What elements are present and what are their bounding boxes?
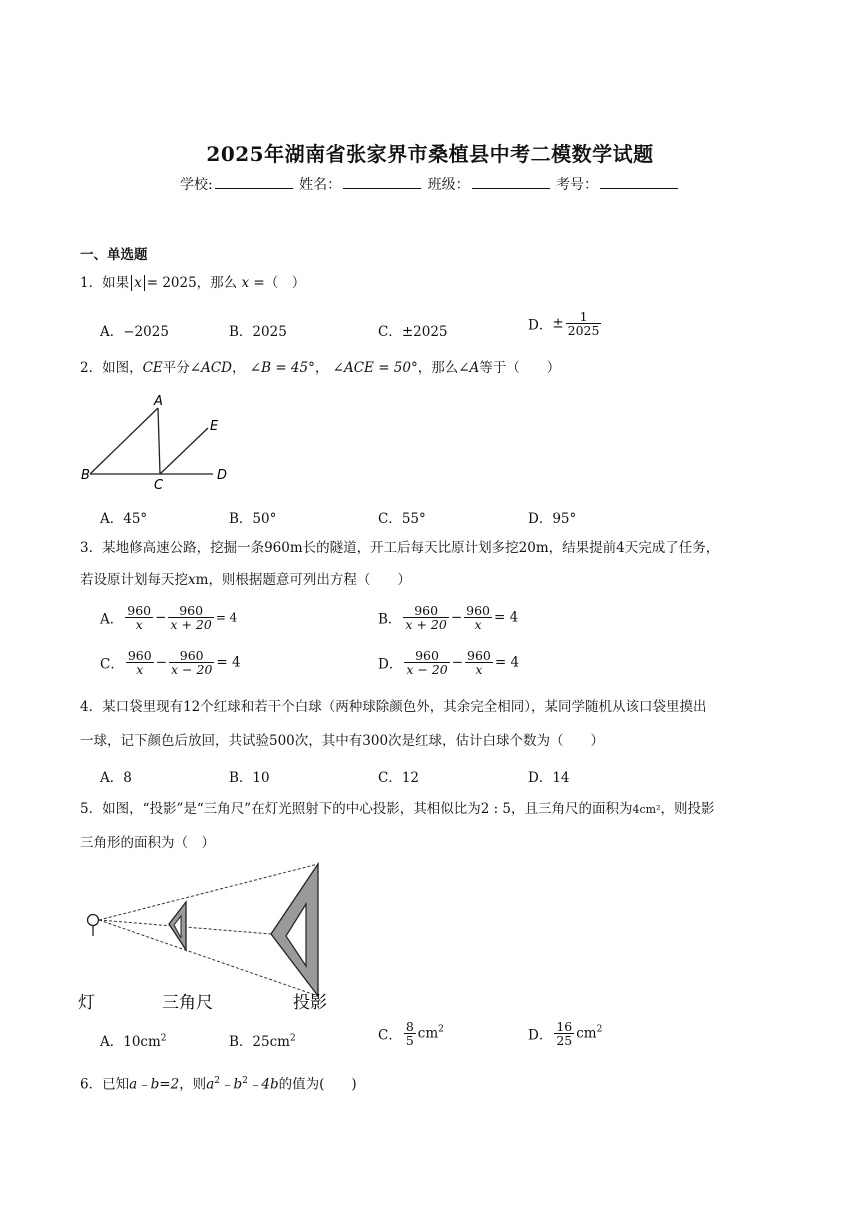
q3-option-a[interactable]: A． $\frac{960}{x}$ − $\frac{960}{x + 20}$ = 4 bbox=[100, 603, 238, 633]
q3-option-c[interactable]: C． $\frac{960}{x}$ − $\frac{960}{x - 20}$ = 4 bbox=[100, 648, 241, 678]
school-blank[interactable] bbox=[215, 176, 293, 189]
question-6: 6．已知a﹣b=2，则$a^2﹣b^2﹣4b$的值为( ) bbox=[80, 1076, 357, 1093]
name-label: 姓名： bbox=[299, 177, 342, 193]
question-number: 1． bbox=[80, 275, 103, 291]
q1-option-a[interactable]: A．−2025 bbox=[100, 324, 169, 340]
label-b: B bbox=[81, 468, 90, 483]
q5-figure bbox=[78, 858, 368, 1018]
q2-figure bbox=[78, 390, 238, 490]
id-blank[interactable] bbox=[600, 176, 678, 189]
question-text: =（ ） bbox=[253, 275, 306, 291]
q5-option-b[interactable]: B．$25cm^2$ bbox=[229, 1033, 296, 1050]
math-var: x bbox=[134, 275, 142, 291]
page-title: 2025年湖南省张家界市桑植县中考二模数学试题 bbox=[206, 142, 654, 166]
q3-option-d[interactable]: D． $\frac{960}{x - 20}$ − $\frac{960}{x}$ = 4 bbox=[378, 648, 520, 678]
q4-option-a[interactable]: A．8 bbox=[100, 770, 132, 786]
label-c: C bbox=[154, 478, 164, 490]
student-info-line bbox=[0, 174, 860, 194]
q3-option-b[interactable]: B． $\frac{960}{x + 20}$ − $\frac{960}{x}$ = 4 bbox=[378, 603, 519, 633]
q5-option-d[interactable]: D． $\frac{16}{25}$ $cm^2$ bbox=[528, 1019, 603, 1049]
q2-option-b[interactable]: B．50° bbox=[229, 511, 277, 527]
label-projection: 投影 bbox=[293, 993, 327, 1013]
label-a: A bbox=[154, 394, 163, 409]
q1-option-b[interactable]: B．2025 bbox=[229, 324, 287, 340]
label-e: E bbox=[210, 419, 219, 434]
question-4-line2: 一球，记下颜色后放回，共试验500次，其中有300次是红球，估计白球个数为（ ） bbox=[80, 733, 605, 749]
question-4: 4．某口袋里现有12个红球和若干个白球（两种球除颜色外，其余完全相同），某同学随机从该口袋里摸出 bbox=[80, 699, 707, 715]
math-var: x bbox=[241, 275, 250, 291]
segment-ac bbox=[158, 408, 160, 474]
label-lamp: 灯 bbox=[78, 993, 95, 1013]
id-label: 考号： bbox=[556, 177, 599, 193]
segment-ba bbox=[90, 408, 158, 474]
lamp-icon bbox=[88, 915, 99, 926]
name-blank[interactable] bbox=[343, 176, 421, 189]
q1-option-c[interactable]: C．±2025 bbox=[378, 324, 448, 340]
q4-option-c[interactable]: C．12 bbox=[378, 770, 420, 786]
section-title: 一、单选题 bbox=[80, 247, 148, 263]
ray-ce bbox=[160, 428, 208, 474]
question-3: 3．某地修高速公路，挖掘一条960m长的隧道，开工后每天比原计划多挖20m，结果提前4天完成了任务， bbox=[80, 540, 720, 556]
question-5: 5．如图，“投影”是“三角尺”在灯光照射下的中心投影，其相似比为2 : 5，且三角尺的面积为4cm²，则投影 bbox=[80, 801, 715, 817]
question-3-line2: 若设原计划每天挖xm，则根据题意可列出方程（ ） bbox=[80, 572, 411, 588]
q4-option-b[interactable]: B．10 bbox=[229, 770, 270, 786]
q2-option-a[interactable]: A．45° bbox=[100, 511, 148, 527]
label-d: D bbox=[217, 468, 228, 483]
class-blank[interactable] bbox=[472, 176, 550, 189]
question-text: = 2025，那么 bbox=[146, 275, 238, 291]
question-5-line2: 三角形的面积为（ ） bbox=[80, 835, 215, 851]
question-2: 2．如图，CE平分∠ACD， ∠B = 45°， ∠ACE = 50°，那么∠A等于（ ） bbox=[80, 360, 561, 376]
question-1 bbox=[80, 272, 800, 294]
question-text: 如果 bbox=[102, 275, 130, 291]
q4-option-d[interactable]: D．14 bbox=[528, 770, 570, 786]
q5-option-a[interactable]: A．$10cm^2$ bbox=[100, 1033, 167, 1050]
q1-option-d[interactable]: D．± $\frac{1}{2025}$ bbox=[528, 309, 600, 339]
q5-option-c[interactable]: C． $\frac{8}{5}$ $cm^2$ bbox=[378, 1019, 444, 1049]
class-label: 班级： bbox=[427, 177, 470, 193]
q2-option-d[interactable]: D．95° bbox=[528, 511, 577, 527]
label-ruler: 三角尺 bbox=[162, 993, 213, 1013]
q2-option-c[interactable]: C．55° bbox=[378, 511, 426, 527]
school-label: 学校: bbox=[179, 177, 213, 193]
